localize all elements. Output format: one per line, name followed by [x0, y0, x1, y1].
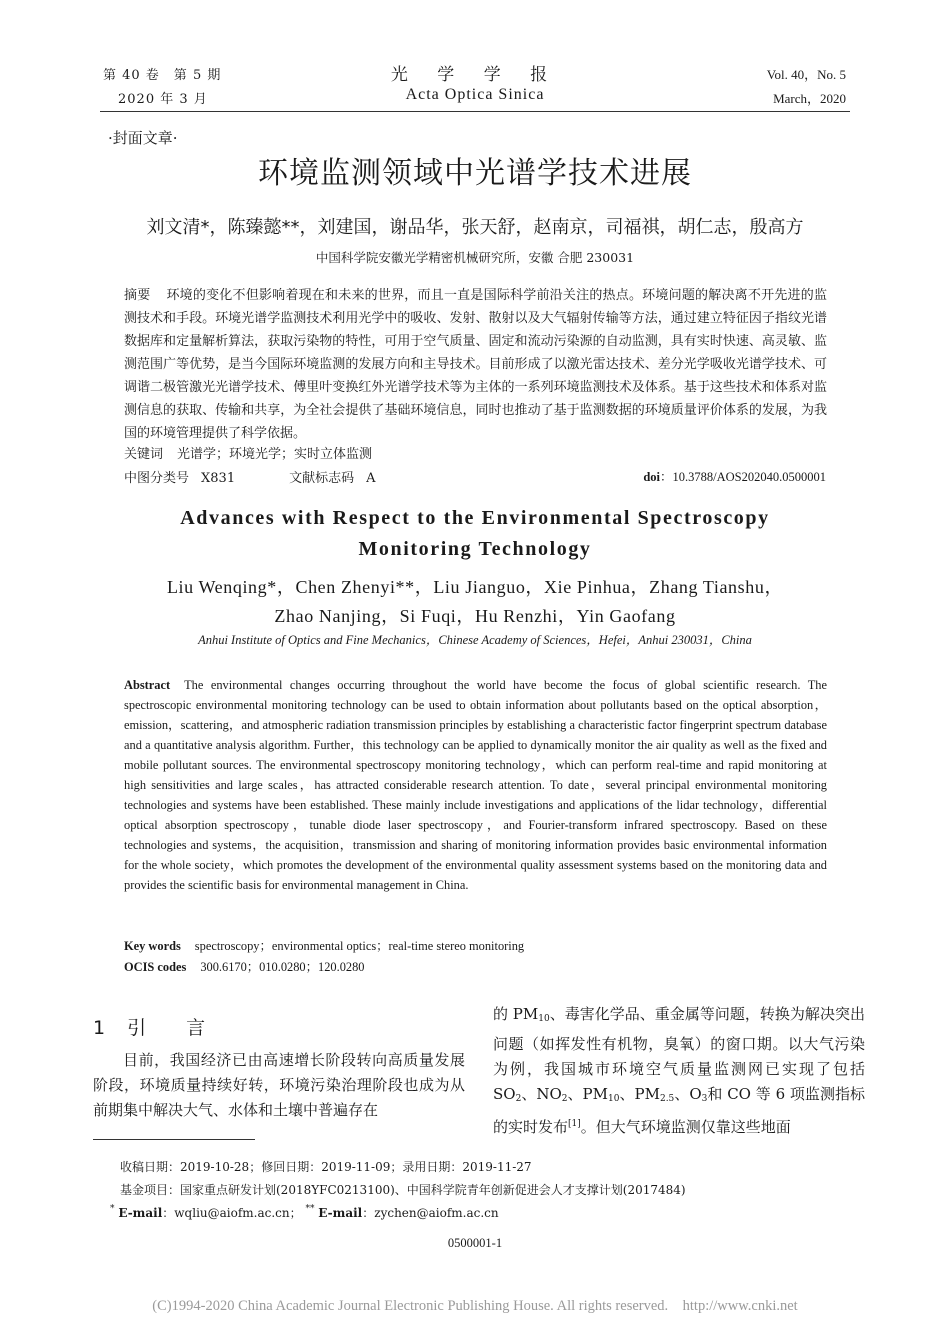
abstract-en-label: Abstract: [124, 678, 171, 692]
body-column-left: [93, 1048, 465, 1123]
paper-title-en-line2: Monitoring Technology: [358, 538, 592, 560]
ocis-codes: [124, 957, 365, 975]
body-text: 、毒害化学品、重金属等问题，转换为解决突出问题（如挥发性有机物，臭氧）的窗口期。以大气污染为例，我国城市环境空气质量监测网已实现了包括 SO: [493, 1005, 865, 1103]
body-text: 和 CO 等 6 项监测指标的实时发布: [493, 1085, 865, 1136]
clc-label: 中图分类号: [124, 471, 190, 486]
section-title: 引言: [127, 1017, 246, 1039]
affiliation-cn: 中国科学院安徽光学精密机械研究所，安徽 合肥 230031: [315, 250, 635, 265]
body-text: 。但大气环境监测仅靠这些地面: [580, 1118, 791, 1136]
keywords-en-label: Key words: [124, 939, 181, 953]
paper-title-en: [120, 503, 830, 565]
body-text: 、O: [674, 1085, 702, 1103]
doi-value[interactable]: ：10.3788/AOS202040.0500001: [660, 470, 826, 484]
body-column-right: [493, 1002, 865, 1140]
subscript: 10: [608, 1094, 620, 1104]
header-date-en: March，2020: [773, 91, 846, 106]
email-mark-2: **: [305, 1204, 315, 1214]
email-label-2: E-mail: [318, 1206, 363, 1220]
doi-label: doi: [643, 470, 661, 484]
body-text: 、PM: [619, 1085, 660, 1103]
classification-line: [124, 467, 388, 486]
paper-title-en-line1: Advances with Respect to the Environmental Spectroscopy: [180, 507, 770, 529]
abstract-cn: [124, 284, 827, 445]
header-journal-en: Acta Optica Sinica: [405, 86, 545, 103]
header-rule: [100, 111, 850, 112]
paper-title-cn: 环境监测领域中光谱学技术进展: [258, 156, 692, 191]
email-label-1: E-mail: [118, 1206, 163, 1220]
citation-ref[interactable]: [1]: [568, 1119, 581, 1129]
footnote-dates: 收稿日期：2019-10-28；修回日期：2019-11-09；录用日期：2019-11-27: [120, 1160, 532, 1174]
authors-en-line1: Liu Wenqing*，Chen Zhenyi**，Liu Jianguo，Xie Pinhua，Zhang Tianshu，: [166, 577, 784, 597]
header-volume-issue-cn: 第 40 卷 第 5 期: [103, 68, 222, 83]
body-text: 的 PM: [493, 1005, 539, 1023]
keywords-cn-text: 光谱学；环境光学；实时立体监测: [177, 447, 373, 462]
section-heading: [93, 1013, 245, 1040]
cover-article-tag: ·封面文章·: [108, 129, 178, 147]
doi[interactable]: [643, 467, 826, 485]
abstract-cn-text: 环境的变化不但影响着现在和未来的世界，而且一直是国际科学前沿关注的热点。环境问题的解决离不开先进的监测技术和手段。环境光谱学监测技术利用光学中的吸收、发射、散射以及大气辐射传输等方法，通过建立特征因子指纹光谱数据库和定量解析算法，获取污染物的特性，可用于空气质量、固定和流动污染源的自动监测，具有实时快速、高灵敏、监测范围广等优势，是当今国际环境监测的发展方向和主导技术。目前形成了以激光雷达技术、差分光学吸收光谱学技术、可调谐二极管激光光谱学技术、傅里叶变换红外光谱学技术等为主体的一系列环境监测技术及体系。基于这些技术和体系对监测信息的获取、传输和共享，为全社会提供了基础环境信息，同时也推动了基于监测数据的环境质量评价体系的发展，为我国的环境管理提供了科学依据。: [124, 288, 827, 441]
header-volume-issue-en: Vol. 40，No. 5: [766, 67, 846, 82]
abstract-en-text: The environmental changes occurring throughout the world have become the focus of global scientific research. The spectroscopic environmental monitoring technology can be used to obtain information about pollutants based on the optical absorption，emission，scattering，and atmospheric radiation transmission principles by establishing a characteristic factor fingerprint spectrum database and a quantitative analysis algorithm. Further，this technology can be applied to dynamically monitor the air quality as well as the fixed and mobile pollutant sources. The environmental spectroscopy monitoring technology，which can perform real-time and rapid monitoring at high sensitivities and large scales，has attracted considerable research attention. To date，several principal environmental monitoring technologies and systems have been established. These mainly include investigations and applications of the lidar technology，differential optical absorption spectroscopy，tunable diode laser spectroscopy，and Fourier-transform infrared spectroscopy. Based on these technologies and systems，the acquisition，transmission and sharing of monitoring information provides basic environmental information for the whole society，which promotes the development of the environmental quality assessment systems based on the monitoring data and provides the scientific basis for environmental management in China.: [124, 678, 827, 892]
authors-cn: 刘文清*，陈臻懿**，刘建国，谢品华，张天舒，赵南京，司福祺，胡仁志，殷高方: [146, 217, 804, 238]
subscript: 2: [561, 1094, 568, 1104]
ocis-text: 300.6170；010.0280；120.0280: [200, 960, 365, 974]
abstract-cn-label: 摘要: [124, 288, 151, 303]
body-text: 、NO: [521, 1085, 562, 1103]
doc-code-label: 文献标志码: [289, 471, 355, 486]
section-number: 1: [93, 1017, 106, 1039]
email-2[interactable]: ：zychen@aiofm.ac.cn: [362, 1206, 499, 1220]
ocis-label: OCIS codes: [124, 960, 187, 974]
keywords-cn-label: 关键词: [124, 447, 164, 462]
abstract-en: [124, 675, 827, 895]
affiliation-en: Anhui Institute of Optics and Fine Mechanics，Chinese Academy of Sciences，Hefei，Anhui 230031，China: [198, 633, 752, 647]
footnote-rule: [93, 1139, 255, 1140]
doc-code-value: A: [366, 471, 376, 486]
email-mark-1: *: [110, 1204, 115, 1214]
body-text: 、PM: [567, 1085, 609, 1103]
body-paragraph: 目前，我国经济已由高速增长阶段转向高质量发展阶段，环境质量持续好转，环境污染治理阶段也成为从前期集中解决大气、水体和土壤中普遍存在: [93, 1051, 465, 1119]
authors-en: [130, 573, 820, 631]
email-1[interactable]: ：wqliu@aiofm.ac.cn；: [162, 1206, 302, 1220]
clc-value: X831: [201, 471, 236, 486]
authors-en-line2: Zhao Nanjing，Si Fuqi，Hu Renzhi，Yin Gaofang: [274, 606, 676, 626]
copyright-notice: (C)1994-2020 China Academic Journal Electronic Publishing House. All rights reserved. http://www.cnki.net: [152, 1298, 798, 1314]
subscript: 3: [701, 1094, 708, 1104]
subscript: 2.5: [659, 1094, 675, 1104]
footnote-funding: 基金项目：国家重点研发计划(2018YFC0213100)、中国科学院青年创新促进会人才支撑计划(2017484): [120, 1183, 686, 1197]
subscript: 10: [538, 1014, 550, 1024]
subscript: 2: [515, 1094, 522, 1104]
keywords-cn: [124, 443, 372, 462]
footnote-emails: [110, 1204, 499, 1221]
keywords-en: [124, 936, 524, 954]
header-date-cn: 2020 年 3 月: [118, 92, 208, 107]
keywords-en-text: spectroscopy；environmental optics；real-time stereo monitoring: [194, 939, 525, 953]
header-journal-cn: 光 学 学 报: [390, 65, 560, 85]
page-number: 0500001-1: [447, 1236, 503, 1250]
